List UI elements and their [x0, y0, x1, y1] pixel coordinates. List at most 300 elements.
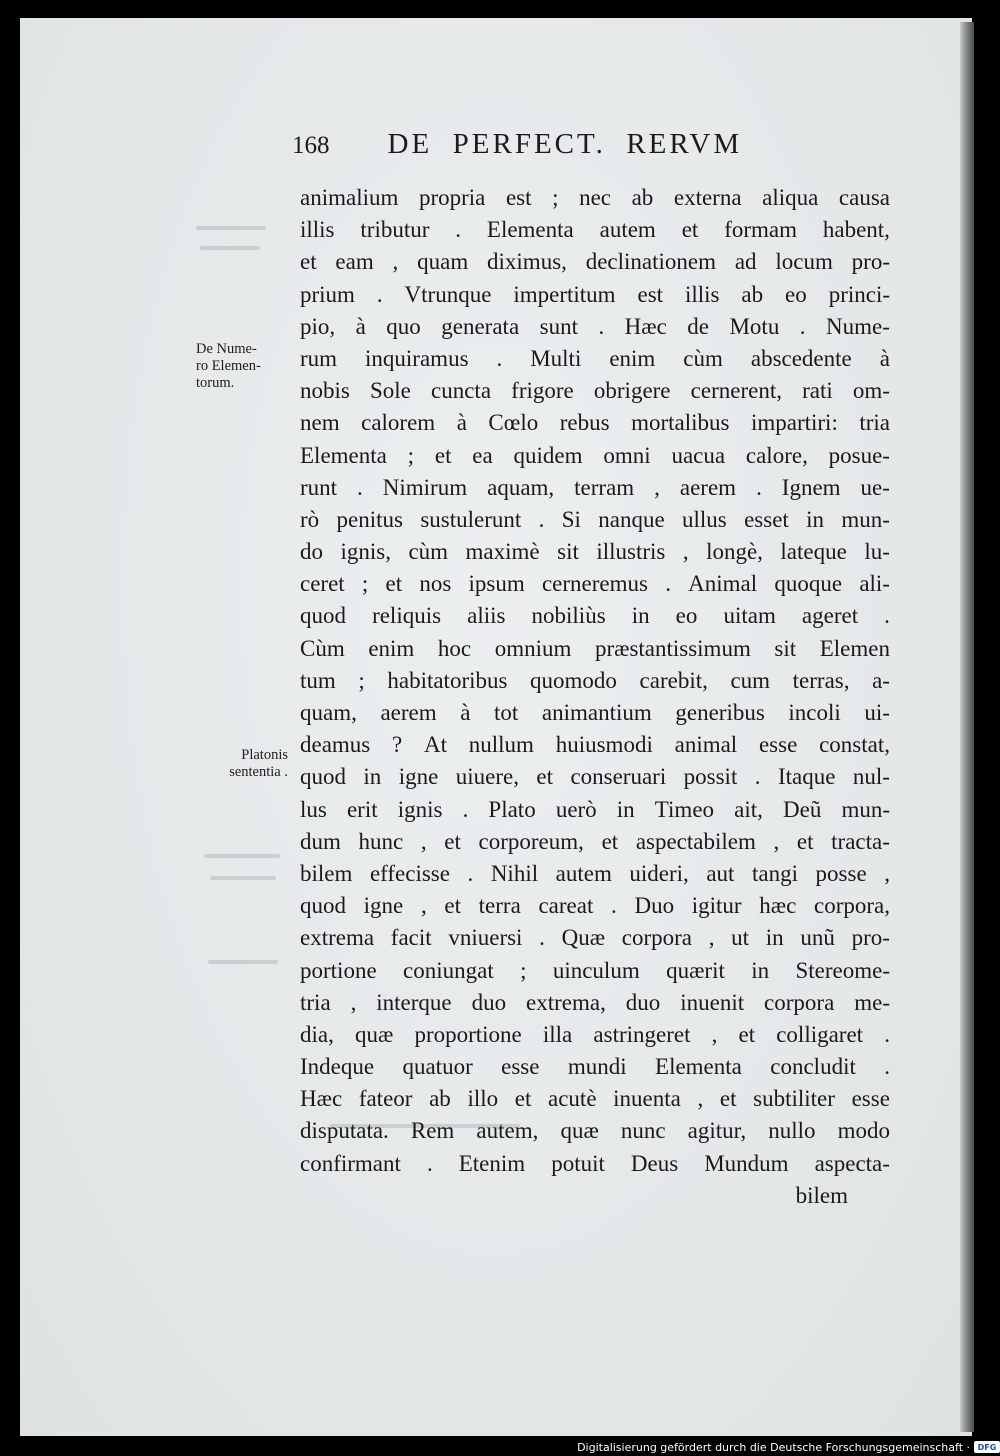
word: quam: [417, 249, 469, 275]
word: disputata.: [300, 1118, 389, 1144]
word: aerem: [380, 700, 437, 725]
word: nul-: [852, 764, 890, 790]
word: in: [751, 957, 770, 983]
show-through-mark: [204, 854, 280, 858]
text-line: [300, 600, 890, 632]
word: Elementa: [655, 1054, 742, 1080]
word: ceret: [300, 571, 345, 597]
word: Mundum: [704, 1150, 789, 1176]
text-line: [300, 182, 890, 214]
word: ignis,: [340, 539, 391, 565]
word: quod: [300, 893, 346, 919]
show-through-mark: [200, 246, 260, 250]
word: longè,: [706, 539, 763, 565]
word: tangi: [752, 860, 798, 886]
word: .: [884, 1054, 890, 1080]
word: sit: [557, 539, 579, 565]
word: om-: [852, 378, 890, 404]
word: nos: [419, 571, 452, 597]
word: causa: [838, 185, 890, 210]
word: in: [616, 796, 635, 822]
text-line: [300, 1083, 890, 1115]
word: colligaret: [776, 1021, 864, 1047]
word: Multi: [530, 345, 582, 371]
word: Quæ: [561, 925, 606, 951]
word: ,: [392, 249, 399, 275]
marginal-note-numero-elementorum: [196, 341, 261, 392]
word: ,: [697, 1086, 704, 1112]
word: ,: [682, 539, 689, 565]
word: autem,: [476, 1118, 539, 1144]
word: quoque: [774, 571, 843, 597]
word: constat,: [819, 732, 890, 758]
word: uideri,: [629, 860, 689, 886]
text-line: [300, 504, 890, 536]
text-line: [300, 633, 890, 665]
word: externa: [673, 185, 742, 210]
word: quatuor: [402, 1054, 473, 1080]
word: .: [426, 1150, 433, 1176]
word: corporeum,: [478, 828, 584, 854]
word: pro-: [851, 925, 890, 951]
word: do: [300, 539, 323, 565]
word: illustris: [596, 539, 666, 565]
word: igne: [398, 764, 439, 790]
word: .: [539, 925, 545, 951]
word: Elemen: [819, 635, 890, 661]
word: potuit: [551, 1150, 605, 1176]
word: vniuersi: [448, 925, 523, 951]
word: et: [681, 217, 699, 243]
show-through-mark: [196, 226, 266, 230]
word: coniungat: [403, 957, 494, 983]
word: .: [357, 474, 363, 500]
word: diximus,: [487, 249, 567, 275]
word: in: [765, 925, 784, 951]
word: inquiramus: [365, 345, 469, 371]
word: aspecta-: [814, 1150, 890, 1176]
text-line: [300, 665, 890, 697]
word: ue-: [860, 474, 890, 500]
word: Timeo: [654, 796, 715, 822]
word: dia,: [300, 1021, 334, 1047]
word: generibus: [675, 700, 765, 725]
word: et: [719, 1086, 737, 1112]
word: et: [536, 764, 554, 790]
word: habent,: [822, 217, 890, 243]
word: mundi: [567, 1054, 627, 1080]
word: .: [799, 313, 806, 339]
word: tria: [859, 410, 890, 436]
marginal-note-platonis-sententia: [192, 747, 288, 781]
word: esset: [744, 506, 789, 532]
word: Itaque: [777, 764, 836, 790]
word: confirmant: [300, 1150, 401, 1176]
word: nec: [579, 185, 611, 210]
word: ;: [361, 571, 369, 597]
word: .: [665, 571, 671, 597]
word: .: [884, 603, 890, 629]
running-head: [292, 128, 742, 168]
word: est: [505, 185, 532, 210]
word: in: [631, 603, 650, 629]
word: ,: [711, 1021, 718, 1047]
word: aspectabilem: [635, 828, 756, 854]
word: pio,: [300, 313, 336, 339]
word: Sole: [369, 378, 411, 404]
word: astringeret: [593, 1021, 691, 1047]
word: igne: [363, 893, 404, 919]
word: .: [754, 764, 761, 790]
word: Hæc: [624, 313, 667, 339]
word: cùm: [408, 539, 449, 565]
word: ipsum: [468, 571, 525, 597]
text-line: [300, 568, 890, 600]
word: aliis: [467, 603, 506, 629]
text-line: [300, 440, 890, 472]
word: autem: [599, 217, 656, 243]
word: et: [444, 893, 461, 919]
word: aerem: [679, 474, 737, 500]
word: posue-: [828, 442, 890, 468]
word: Nimirum: [382, 474, 468, 500]
word: uerò: [555, 796, 597, 822]
word: carebit,: [639, 667, 708, 693]
word: esse: [501, 1054, 540, 1080]
word: igitur: [691, 893, 742, 919]
word: tracta-: [831, 828, 890, 854]
word: Nihil: [490, 860, 539, 886]
word: me-: [854, 989, 890, 1015]
word: calore,: [745, 442, 808, 468]
word: in: [363, 764, 382, 790]
word: de: [687, 313, 710, 339]
text-line: [300, 1051, 890, 1083]
word: et: [300, 249, 317, 275]
marginal-note-line: sententia .: [229, 764, 288, 780]
word: nem: [300, 410, 340, 436]
word: declinationem: [585, 249, 717, 275]
word: eo: [785, 281, 807, 307]
word: extrema,: [526, 989, 606, 1015]
word: ab: [631, 185, 654, 210]
word: runt: [300, 474, 338, 500]
word: quod: [300, 764, 346, 790]
word: rum: [300, 345, 338, 371]
word: et: [514, 1086, 532, 1112]
word: duo: [471, 989, 507, 1015]
word: animalium: [300, 185, 399, 210]
word: Etenim: [458, 1150, 526, 1176]
word: terra: [478, 893, 521, 919]
word: proportione: [414, 1021, 522, 1047]
word: ali-: [859, 571, 890, 597]
text-line: [300, 729, 890, 761]
word: quod: [300, 603, 346, 629]
text-line: [300, 472, 890, 504]
word: ,: [654, 474, 660, 500]
word: eo: [675, 603, 698, 629]
word: habitatoribus: [387, 667, 508, 693]
word: ea: [472, 442, 493, 468]
word: Stereome-: [795, 957, 890, 983]
word: modo: [837, 1118, 890, 1144]
word: Indeque: [300, 1054, 375, 1080]
word: Hæc: [300, 1086, 343, 1112]
word: maximè: [465, 539, 540, 565]
word: .: [538, 506, 545, 532]
word: propria: [418, 185, 486, 210]
text-line: [300, 343, 890, 375]
word: hæc: [759, 893, 797, 919]
word: cernerent,: [690, 378, 782, 404]
word: tributur: [360, 217, 430, 243]
text-line: [300, 279, 890, 311]
word: quæ: [354, 1021, 394, 1047]
text-line: [300, 890, 890, 922]
word: esse: [758, 732, 798, 758]
word: erit: [346, 796, 378, 822]
word: nullo: [768, 1118, 816, 1144]
page-edge: [960, 22, 974, 1432]
word: Nume-: [826, 313, 890, 339]
word: .: [455, 217, 462, 243]
word: Cùm: [300, 635, 345, 661]
word: omni: [603, 442, 651, 468]
word: est: [637, 281, 664, 307]
word: à: [460, 700, 471, 725]
running-title: DE PERFECT. RERVM: [387, 128, 743, 160]
word: a-: [872, 667, 890, 693]
word: illis: [684, 281, 720, 307]
text-line: [300, 697, 890, 729]
word: .: [611, 893, 617, 919]
word: duo: [625, 989, 661, 1015]
word: facit: [390, 925, 432, 951]
word: cerneremus: [541, 571, 648, 597]
marginal-note-line: ro Elemen-: [196, 358, 261, 374]
text-line: [300, 794, 890, 826]
word: illa: [542, 1021, 573, 1047]
word: et: [601, 828, 619, 854]
footer-credit-bar: [560, 1438, 1000, 1456]
marginal-note-line: De Nume-: [196, 341, 257, 357]
word: et: [385, 571, 403, 597]
word: formam: [724, 217, 797, 243]
word: pro-: [851, 249, 890, 275]
word: autem: [555, 860, 612, 886]
word: quo: [386, 313, 421, 339]
text-line: [300, 375, 890, 407]
word: interque: [376, 989, 452, 1015]
word: ;: [520, 957, 527, 983]
footer-credit-text: Digitalisierung gefördert durch die Deutsche Forschungsgemeinschaft ·: [577, 1440, 970, 1454]
word: lus: [300, 796, 327, 822]
word: enim: [609, 345, 656, 371]
word: ,: [884, 860, 890, 886]
catchword: bilem: [795, 1182, 848, 1208]
word: et: [796, 828, 814, 854]
word: in: [806, 506, 825, 532]
word: ?: [392, 732, 403, 758]
word: ;: [552, 185, 559, 210]
text-line: [300, 826, 890, 858]
word: agitur,: [687, 1118, 747, 1144]
word: ignis: [397, 796, 443, 822]
body-text: [300, 182, 890, 1212]
word: inuenit: [680, 989, 745, 1015]
word: locum: [775, 249, 833, 275]
word: tot: [494, 700, 519, 725]
word: generata: [441, 313, 520, 339]
word: quidem: [513, 442, 583, 468]
word: Duo: [634, 893, 675, 919]
word: extrema: [300, 925, 375, 951]
word: tum: [300, 667, 336, 693]
word: concludit: [770, 1054, 856, 1080]
word: mun-: [841, 796, 890, 822]
word: ui-: [864, 700, 890, 725]
word: reliquis: [372, 603, 442, 629]
word: Si: [561, 506, 581, 532]
word: rebus: [559, 410, 610, 436]
word: ut: [731, 925, 750, 951]
word: deamus: [300, 732, 371, 758]
word: et: [434, 442, 452, 468]
word: rò: [300, 506, 320, 532]
word: à: [879, 345, 890, 371]
word: At: [424, 732, 448, 758]
word: aliqua: [762, 185, 819, 210]
word: cuncta: [431, 378, 492, 404]
text-line: [300, 955, 890, 987]
word: conseruari: [570, 764, 667, 790]
word: ,: [773, 828, 780, 854]
word: incoli: [788, 700, 841, 725]
word: rati: [802, 378, 833, 404]
word: à: [456, 410, 467, 436]
word: nobis: [300, 378, 350, 404]
word: Plato: [488, 796, 536, 822]
text-line: [300, 407, 890, 439]
word: aquam,: [487, 474, 555, 500]
word: ;: [358, 667, 365, 693]
word: nanque: [598, 506, 665, 532]
word: sit: [774, 635, 797, 661]
word: et: [444, 828, 461, 854]
word: ait,: [734, 796, 763, 822]
word: .: [467, 860, 474, 886]
word: illo: [467, 1086, 499, 1112]
word: ullus: [682, 506, 727, 532]
word: princi-: [828, 281, 890, 307]
word: uitam: [723, 603, 776, 629]
show-through-mark: [208, 960, 278, 964]
word: ab: [429, 1086, 451, 1112]
word: bilem: [300, 860, 353, 886]
word: obrigere: [593, 378, 671, 404]
word: inuenta: [613, 1086, 681, 1112]
word: quomodo: [530, 667, 617, 693]
text-line: [300, 246, 890, 278]
text-line: [300, 761, 890, 793]
word: corpora: [621, 925, 693, 951]
word: Deus: [630, 1150, 679, 1176]
word: hoc: [437, 635, 472, 661]
show-through-mark: [210, 876, 276, 880]
word: Cœlo: [488, 410, 539, 436]
text-line: [300, 536, 890, 568]
word: Elementa: [486, 217, 574, 243]
text-line: [300, 987, 890, 1019]
word: animantium: [541, 700, 652, 725]
word: unũ: [800, 925, 835, 951]
word: abscedente: [750, 345, 852, 371]
word: lateque: [780, 539, 847, 565]
word: mortalibus: [631, 410, 730, 436]
word: ,: [420, 893, 427, 919]
word: nullum: [468, 732, 534, 758]
word: esse: [851, 1086, 890, 1112]
word: uinculum: [552, 957, 640, 983]
word: .: [462, 796, 469, 822]
word: et: [738, 1021, 756, 1047]
word: huiusmodi: [555, 732, 653, 758]
word: illis: [300, 217, 335, 243]
word: corpora,: [814, 893, 890, 919]
word: impartiri:: [750, 410, 838, 436]
word: terram: [574, 474, 635, 500]
word: terras,: [792, 667, 850, 693]
word: uiuere,: [455, 764, 519, 790]
word: possit: [683, 764, 738, 790]
word: mun-: [841, 506, 890, 532]
word: ageret: [801, 603, 859, 629]
word: eam: [335, 249, 374, 275]
word: careat: [538, 893, 594, 919]
marginal-note-line: torum.: [196, 375, 235, 391]
word: Animal: [688, 571, 758, 597]
word: Deũ: [783, 796, 822, 822]
word: .: [756, 474, 762, 500]
text-line: [300, 311, 890, 343]
word: enim: [368, 635, 415, 661]
word: sunt: [539, 313, 578, 339]
word: nobiliùs: [531, 603, 606, 629]
word: .: [598, 313, 605, 339]
word: Rem: [410, 1118, 455, 1144]
marginal-note-line: Platonis: [241, 747, 288, 763]
word: effecisse: [369, 860, 450, 886]
word: quærit: [666, 957, 725, 983]
word: frigore: [511, 378, 574, 404]
word: ,: [708, 925, 715, 951]
word: cùm: [683, 345, 723, 371]
word: quæ: [560, 1118, 599, 1144]
word: hunc: [358, 828, 404, 854]
word: tria: [300, 989, 331, 1015]
word: præstantissimum: [594, 635, 751, 661]
word: penitus: [336, 506, 403, 532]
word: corpora: [764, 989, 835, 1015]
word: quam,: [300, 700, 357, 725]
word: portione: [300, 957, 377, 983]
word: .: [376, 281, 383, 307]
word: uacua: [671, 442, 726, 468]
word: .: [496, 345, 503, 371]
word: acutè: [548, 1086, 597, 1112]
word: animal: [674, 732, 738, 758]
